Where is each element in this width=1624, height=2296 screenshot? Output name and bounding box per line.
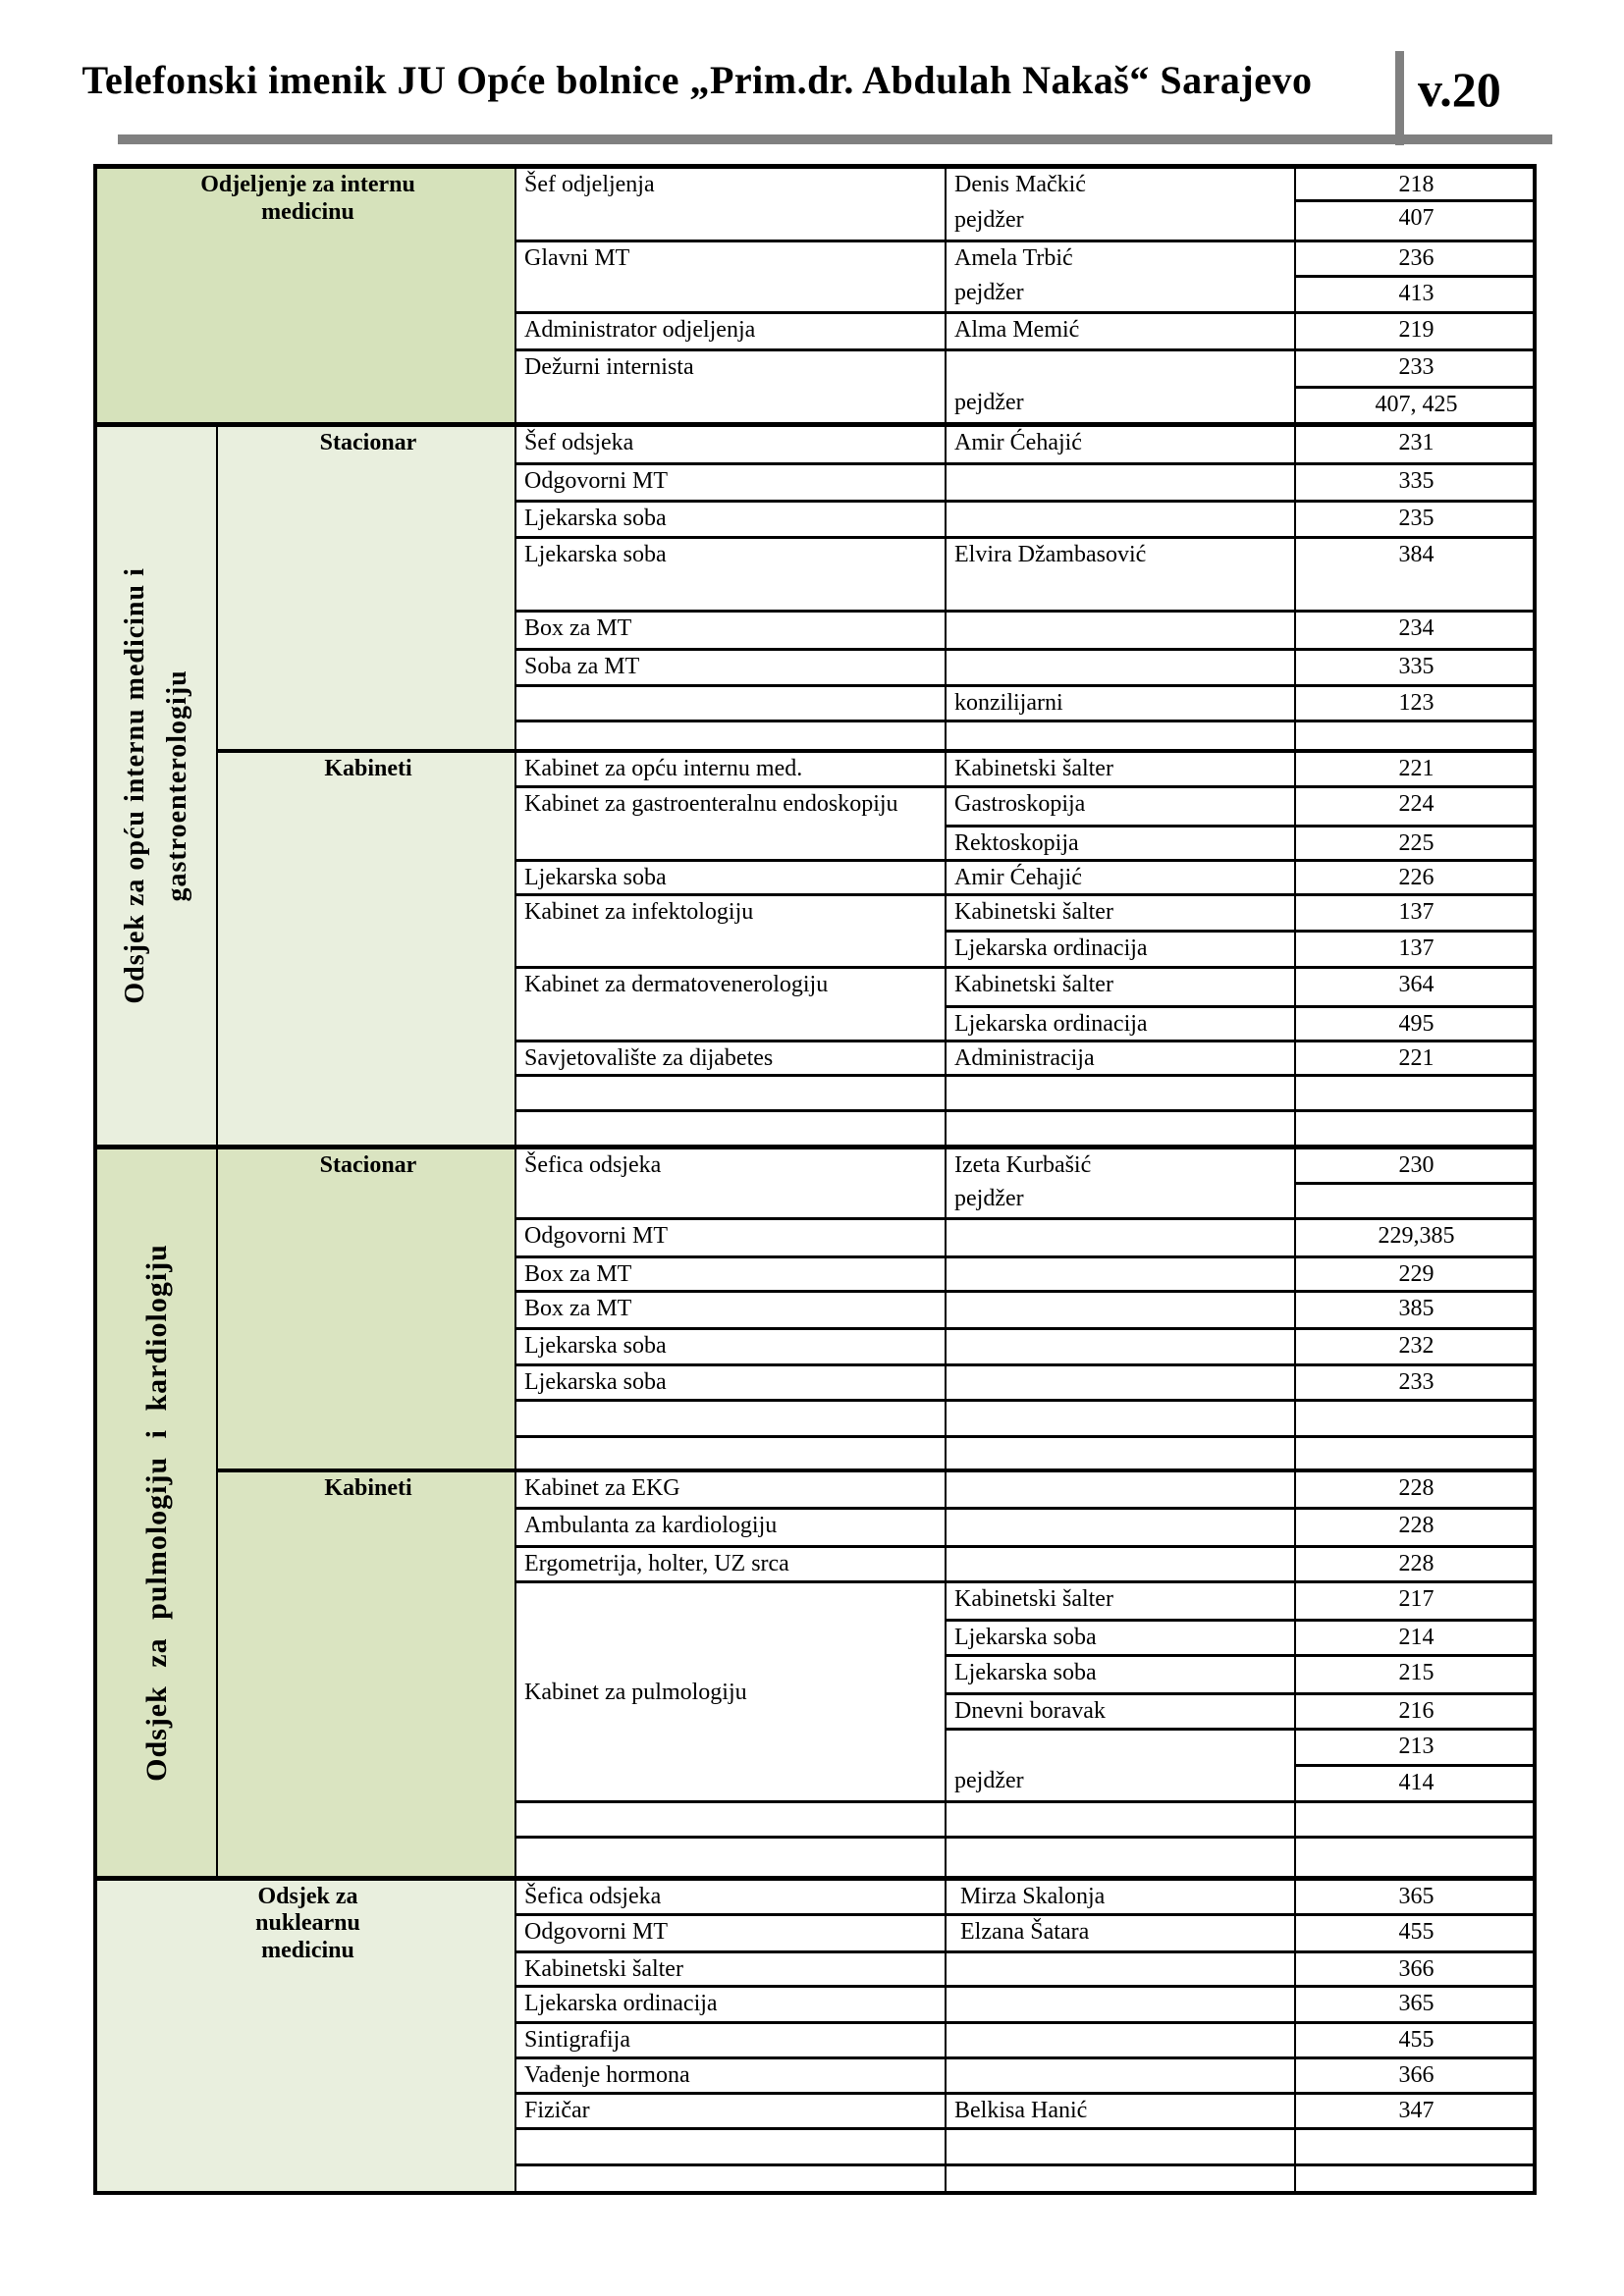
location-cell: Kabinetski šalter xyxy=(515,1951,946,1986)
location-cell: Ljekarska soba xyxy=(515,1328,946,1364)
blank-cell xyxy=(515,1801,946,1837)
location-cell: Kabinet za gastroenteralnu endoskopiju xyxy=(515,786,946,860)
ext-cell: 413 xyxy=(1295,276,1535,312)
person-cell: Administracija xyxy=(946,1041,1295,1075)
blank-cell xyxy=(515,1436,946,1470)
ext-cell: 221 xyxy=(1295,1041,1535,1075)
blank-cell xyxy=(946,1400,1295,1436)
ext-cell: 366 xyxy=(1295,2057,1535,2093)
ext-cell: 407 xyxy=(1295,200,1535,240)
person-cell: Ljekarska ordinacija xyxy=(946,1006,1295,1041)
pager-label: pejdžer xyxy=(954,206,1024,233)
location-cell: Odgovorni MT xyxy=(515,1218,946,1256)
blank-cell xyxy=(1295,1075,1535,1110)
location-cell: Ambulanta za kardiologiju xyxy=(515,1508,946,1546)
ext-cell: 414 xyxy=(1295,1765,1535,1801)
person-cell: Kabinetski šalter xyxy=(946,1581,1295,1620)
location-cell: Ljekarska soba xyxy=(515,860,946,894)
header-rule xyxy=(118,134,1552,144)
blank-cell xyxy=(1295,2128,1535,2164)
person-cell xyxy=(946,1470,1295,1508)
location-cell: Sintigrafija xyxy=(515,2022,946,2057)
ext-cell: 213 xyxy=(1295,1729,1535,1765)
blank-cell xyxy=(946,1436,1295,1470)
location-cell xyxy=(515,685,946,721)
blank-cell xyxy=(1295,721,1535,751)
person-cell xyxy=(946,1729,1295,1801)
location-cell: Odgovorni MT xyxy=(515,1914,946,1951)
pager-label: pejdžer xyxy=(954,1186,1024,1212)
person-name: Izeta Kurbašić xyxy=(954,1151,1092,1178)
blank-cell xyxy=(946,2164,1295,2193)
ext-cell: 137 xyxy=(1295,931,1535,967)
blank-cell xyxy=(946,1110,1295,1147)
section-label-line: gastroenterologiju xyxy=(162,668,193,902)
person-cell: Amir Ćehajić xyxy=(946,424,1295,463)
ext-cell: 347 xyxy=(1295,2093,1535,2128)
ext-cell: 232 xyxy=(1295,1328,1535,1364)
location-cell: Odgovorni MT xyxy=(515,463,946,501)
person-cell xyxy=(946,1291,1295,1328)
dept-label xyxy=(95,167,515,425)
pager-label: pejdžer xyxy=(954,279,1024,305)
location-cell: Soba za MT xyxy=(515,649,946,685)
location-cell: Šef odsjeka xyxy=(515,424,946,463)
pager-label: pejdžer xyxy=(954,389,1024,415)
blank-cell xyxy=(1295,1400,1535,1436)
person-cell xyxy=(946,2057,1295,2093)
person-name xyxy=(947,351,1294,387)
ext-cell: 217 xyxy=(1295,1581,1535,1620)
person-cell: Kabinetski šalter xyxy=(946,894,1295,931)
location-cell: Šef odjeljenja xyxy=(515,167,946,241)
person-cell: Ljekarska soba xyxy=(946,1655,1295,1693)
location-cell: Ljekarska soba xyxy=(515,1364,946,1400)
ext-cell: 216 xyxy=(1295,1693,1535,1729)
person-cell xyxy=(946,1986,1295,2022)
location-cell: Fizičar xyxy=(515,2093,946,2128)
person-cell: Dnevni boravak xyxy=(946,1693,1295,1729)
header-vertical-divider xyxy=(1395,51,1404,145)
location-cell: Kabinet za dermatovenerologiju xyxy=(515,967,946,1041)
location-cell: Kabinet za pulmologiju xyxy=(515,1581,946,1801)
person-cell: Amir Ćehajić xyxy=(946,860,1295,894)
person-cell: Belkisa Hanić xyxy=(946,2093,1295,2128)
ext-cell: 218 xyxy=(1295,167,1535,201)
blank-cell xyxy=(1295,1183,1535,1218)
ext-cell: 228 xyxy=(1295,1470,1535,1508)
location-cell: Administrator odjeljenja xyxy=(515,312,946,349)
subdept-label: Stacionar xyxy=(217,424,515,751)
dept-label-text: Odjeljenje za internu medicinu xyxy=(200,172,415,225)
page-title: Telefonski imenik JU Opće bolnice „Prim.dr. Abdulah Nakaš“ Sarajevo xyxy=(81,58,1313,102)
section-label-line: Odsjek za pulmologiju i kardiologiju xyxy=(139,1243,173,1782)
person-name: Amela Trbić xyxy=(954,244,1073,271)
ext-cell: 137 xyxy=(1295,894,1535,931)
blank-line xyxy=(947,1731,1294,1766)
section-label xyxy=(95,424,217,1147)
blank-cell xyxy=(946,1801,1295,1837)
ext-cell: 407, 425 xyxy=(1295,387,1535,424)
person-cell xyxy=(946,1147,1295,1218)
dept-label-text: Odsjek za nuklearnu medicinu xyxy=(255,1883,360,1963)
ext-cell: 365 xyxy=(1295,1878,1535,1914)
ext-cell: 231 xyxy=(1295,424,1535,463)
subdept-label: Kabineti xyxy=(217,751,515,1147)
ext-cell: 233 xyxy=(1295,1364,1535,1400)
location-cell: Kabinet za infektologiju xyxy=(515,894,946,967)
location-cell: Šefica odsjeka xyxy=(515,1147,946,1218)
ext-cell: 235 xyxy=(1295,501,1535,537)
ext-cell: 335 xyxy=(1295,463,1535,501)
person-cell: Mirza Skalonja xyxy=(946,1878,1295,1914)
ext-cell: 225 xyxy=(1295,826,1535,860)
ext-cell: 229,385 xyxy=(1295,1218,1535,1256)
person-cell xyxy=(946,611,1295,649)
person-cell xyxy=(946,1256,1295,1291)
ext-cell: 230 xyxy=(1295,1147,1535,1183)
person-cell xyxy=(946,501,1295,537)
ext-cell: 228 xyxy=(1295,1546,1535,1581)
blank-cell xyxy=(515,721,946,751)
subdept-label: Kabineti xyxy=(217,1470,515,1878)
section-label xyxy=(95,1147,217,1878)
blank-cell xyxy=(1295,2164,1535,2193)
person-cell xyxy=(946,1328,1295,1364)
ext-cell: 224 xyxy=(1295,786,1535,826)
person-cell: Kabinetski šalter xyxy=(946,967,1295,1006)
ext-cell: 228 xyxy=(1295,1508,1535,1546)
person-cell: Alma Memić xyxy=(946,312,1295,349)
person-cell: Ljekarska ordinacija xyxy=(946,931,1295,967)
ext-cell: 366 xyxy=(1295,1951,1535,1986)
ext-cell: 229 xyxy=(1295,1256,1535,1291)
location-cell: Box za MT xyxy=(515,1291,946,1328)
location-cell: Ljekarska soba xyxy=(515,501,946,537)
person-cell xyxy=(946,2022,1295,2057)
person-cell: Gastroskopija xyxy=(946,786,1295,826)
blank-cell xyxy=(515,1110,946,1147)
ext-cell: 215 xyxy=(1295,1655,1535,1693)
blank-cell xyxy=(1295,1837,1535,1878)
location-cell: Kabinet za opću internu med. xyxy=(515,751,946,786)
version-label: v.20 xyxy=(1418,62,1501,117)
location-cell: Ergometrija, holter, UZ srca xyxy=(515,1546,946,1581)
blank-cell xyxy=(946,2128,1295,2164)
blank-cell xyxy=(946,1837,1295,1878)
location-cell: Šefica odsjeka xyxy=(515,1878,946,1914)
ext-cell: 234 xyxy=(1295,611,1535,649)
section-label-line: Odsjek za opću internu medicinu i xyxy=(120,566,151,1004)
ext-cell: 233 xyxy=(1295,349,1535,387)
location-cell: Glavni MT xyxy=(515,240,946,312)
person-cell xyxy=(946,349,1295,424)
blank-cell xyxy=(515,2128,946,2164)
person-cell xyxy=(946,1508,1295,1546)
location-cell: Vađenje hormona xyxy=(515,2057,946,2093)
location-cell: Box za MT xyxy=(515,1256,946,1291)
ext-cell: 236 xyxy=(1295,240,1535,276)
blank-cell xyxy=(515,1837,946,1878)
ext-cell: 221 xyxy=(1295,751,1535,786)
person-cell xyxy=(946,240,1295,312)
blank-cell xyxy=(1295,1436,1535,1470)
person-cell xyxy=(946,649,1295,685)
location-cell: Ljekarska soba xyxy=(515,537,946,611)
pager-label: pejdžer xyxy=(954,1768,1024,1794)
person-cell xyxy=(946,1218,1295,1256)
person-cell xyxy=(946,167,1295,241)
person-cell: Ljekarska soba xyxy=(946,1620,1295,1655)
location-cell: Box za MT xyxy=(515,611,946,649)
blank-cell xyxy=(515,1400,946,1436)
location-cell: Kabinet za EKG xyxy=(515,1470,946,1508)
ext-cell: 455 xyxy=(1295,1914,1535,1951)
ext-cell: 335 xyxy=(1295,649,1535,685)
ext-cell: 219 xyxy=(1295,312,1535,349)
person-cell xyxy=(946,1546,1295,1581)
person-cell xyxy=(946,1364,1295,1400)
person-cell: Kabinetski šalter xyxy=(946,751,1295,786)
blank-cell xyxy=(1295,1801,1535,1837)
blank-cell xyxy=(515,2164,946,2193)
blank-cell xyxy=(946,721,1295,751)
ext-cell: 123 xyxy=(1295,685,1535,721)
ext-cell: 495 xyxy=(1295,1006,1535,1041)
blank-cell xyxy=(946,1075,1295,1110)
ext-cell: 365 xyxy=(1295,1986,1535,2022)
person-cell: Rektoskopija xyxy=(946,826,1295,860)
subdept-label: Stacionar xyxy=(217,1147,515,1470)
ext-cell: 214 xyxy=(1295,1620,1535,1655)
location-cell: Savjetovalište za dijabetes xyxy=(515,1041,946,1075)
ext-cell: 385 xyxy=(1295,1291,1535,1328)
blank-cell xyxy=(515,1075,946,1110)
person-name: Denis Mačkić xyxy=(954,172,1086,197)
location-cell: Dežurni internista xyxy=(515,349,946,424)
ext-cell: 364 xyxy=(1295,967,1535,1006)
person-cell: Elvira Džambasović xyxy=(946,537,1295,611)
dept-label xyxy=(95,1878,515,2193)
person-cell xyxy=(946,1951,1295,1986)
ext-cell: 226 xyxy=(1295,860,1535,894)
phone-directory-table xyxy=(93,164,1537,2195)
location-cell: Ljekarska ordinacija xyxy=(515,1986,946,2022)
person-cell xyxy=(946,463,1295,501)
blank-cell xyxy=(1295,1110,1535,1147)
ext-cell: 384 xyxy=(1295,537,1535,611)
person-cell: konzilijarni xyxy=(946,685,1295,721)
person-cell: Elzana Šatara xyxy=(946,1914,1295,1951)
ext-cell: 455 xyxy=(1295,2022,1535,2057)
